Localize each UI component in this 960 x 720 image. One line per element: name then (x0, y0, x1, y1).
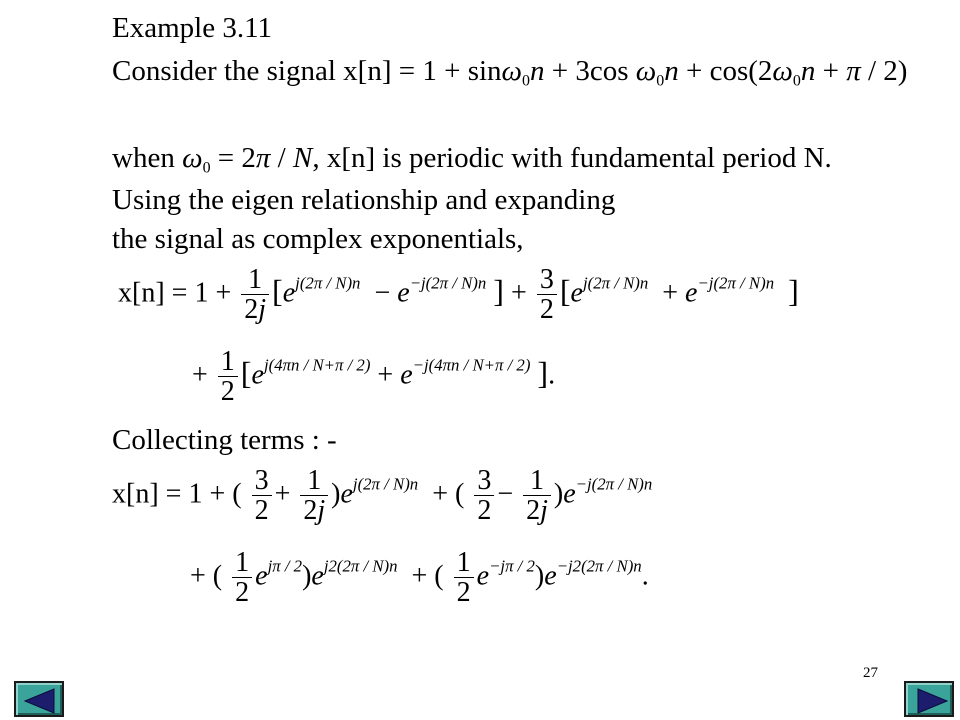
fraction-3-over-2: $\frac{3}{2}$ (537, 265, 557, 325)
periodicity-line (112, 141, 832, 186)
next-slide-button[interactable] (904, 681, 954, 717)
previous-slide-button[interactable] (14, 681, 64, 717)
fraction-1-over-2: $\frac{1}{2}$ (218, 347, 238, 407)
left-triangle-icon (16, 683, 66, 719)
slide-title: Example 3.11 (112, 12, 272, 44)
expansion-equation-row2: + $\frac{1}{2}$ [$e^{j(4\pi n / N+\pi / 2)} + e^{-j(4\pi n / N+\pi / 2)}$ ]. (192, 346, 556, 408)
collected-equation-row1: x[n] = 1 + ( $\frac{3}{2}$ + $\frac{1}{2j}$ )$e^{j(2\pi / N)n}$ + ( $\frac{3}{2}$ − $\frac{1}{2j}$ )$e^{-j(2\pi / N)n}$ (112, 465, 653, 527)
when-text: when (112, 142, 175, 174)
right-triangle-icon (906, 683, 956, 719)
signal-definition-line (112, 54, 907, 99)
signal-intro-text: Consider the signal (112, 55, 336, 87)
collected-equation-row2: + ( $\frac{1}{2}$ $e^{j\pi / 2})e^{j2(2\pi / N)n}$ + ( $\frac{1}{2}$ $e^{-j\pi / 2})e^{-j2(2\pi / N)n}$. (190, 547, 649, 609)
collecting-terms-text: Collecting terms : - (112, 424, 337, 456)
omega-definition: $\omega_0 = 2\pi / N$ (182, 142, 313, 177)
eigen-line: Using the eigen relationship and expanding (112, 184, 616, 216)
signal-equation: x[n] = 1 + sinω$_0$n + 3cos $\omega_0n + \cos(2\omega_0n + \pi / 2)$ (343, 55, 908, 90)
page-number: 27 (863, 665, 878, 681)
periodicity-text: , x[n] is periodic with fundamental period N. (312, 142, 832, 174)
fraction-1-over-2j: $\frac{1}{2j}$ (241, 265, 269, 325)
complex-exp-line: the signal as complex exponentials, (112, 223, 524, 255)
expansion-equation-row1: x[n] = 1 + $\frac{1}{2j}$ [$e^{j(2\pi / N)n} - e^{-j(2\pi / N)n}$ ] + $\frac{3}{2}$ [$e^{j(2\pi / N)n} + e^{-j(2\pi / N)n}$ ] (118, 264, 799, 326)
